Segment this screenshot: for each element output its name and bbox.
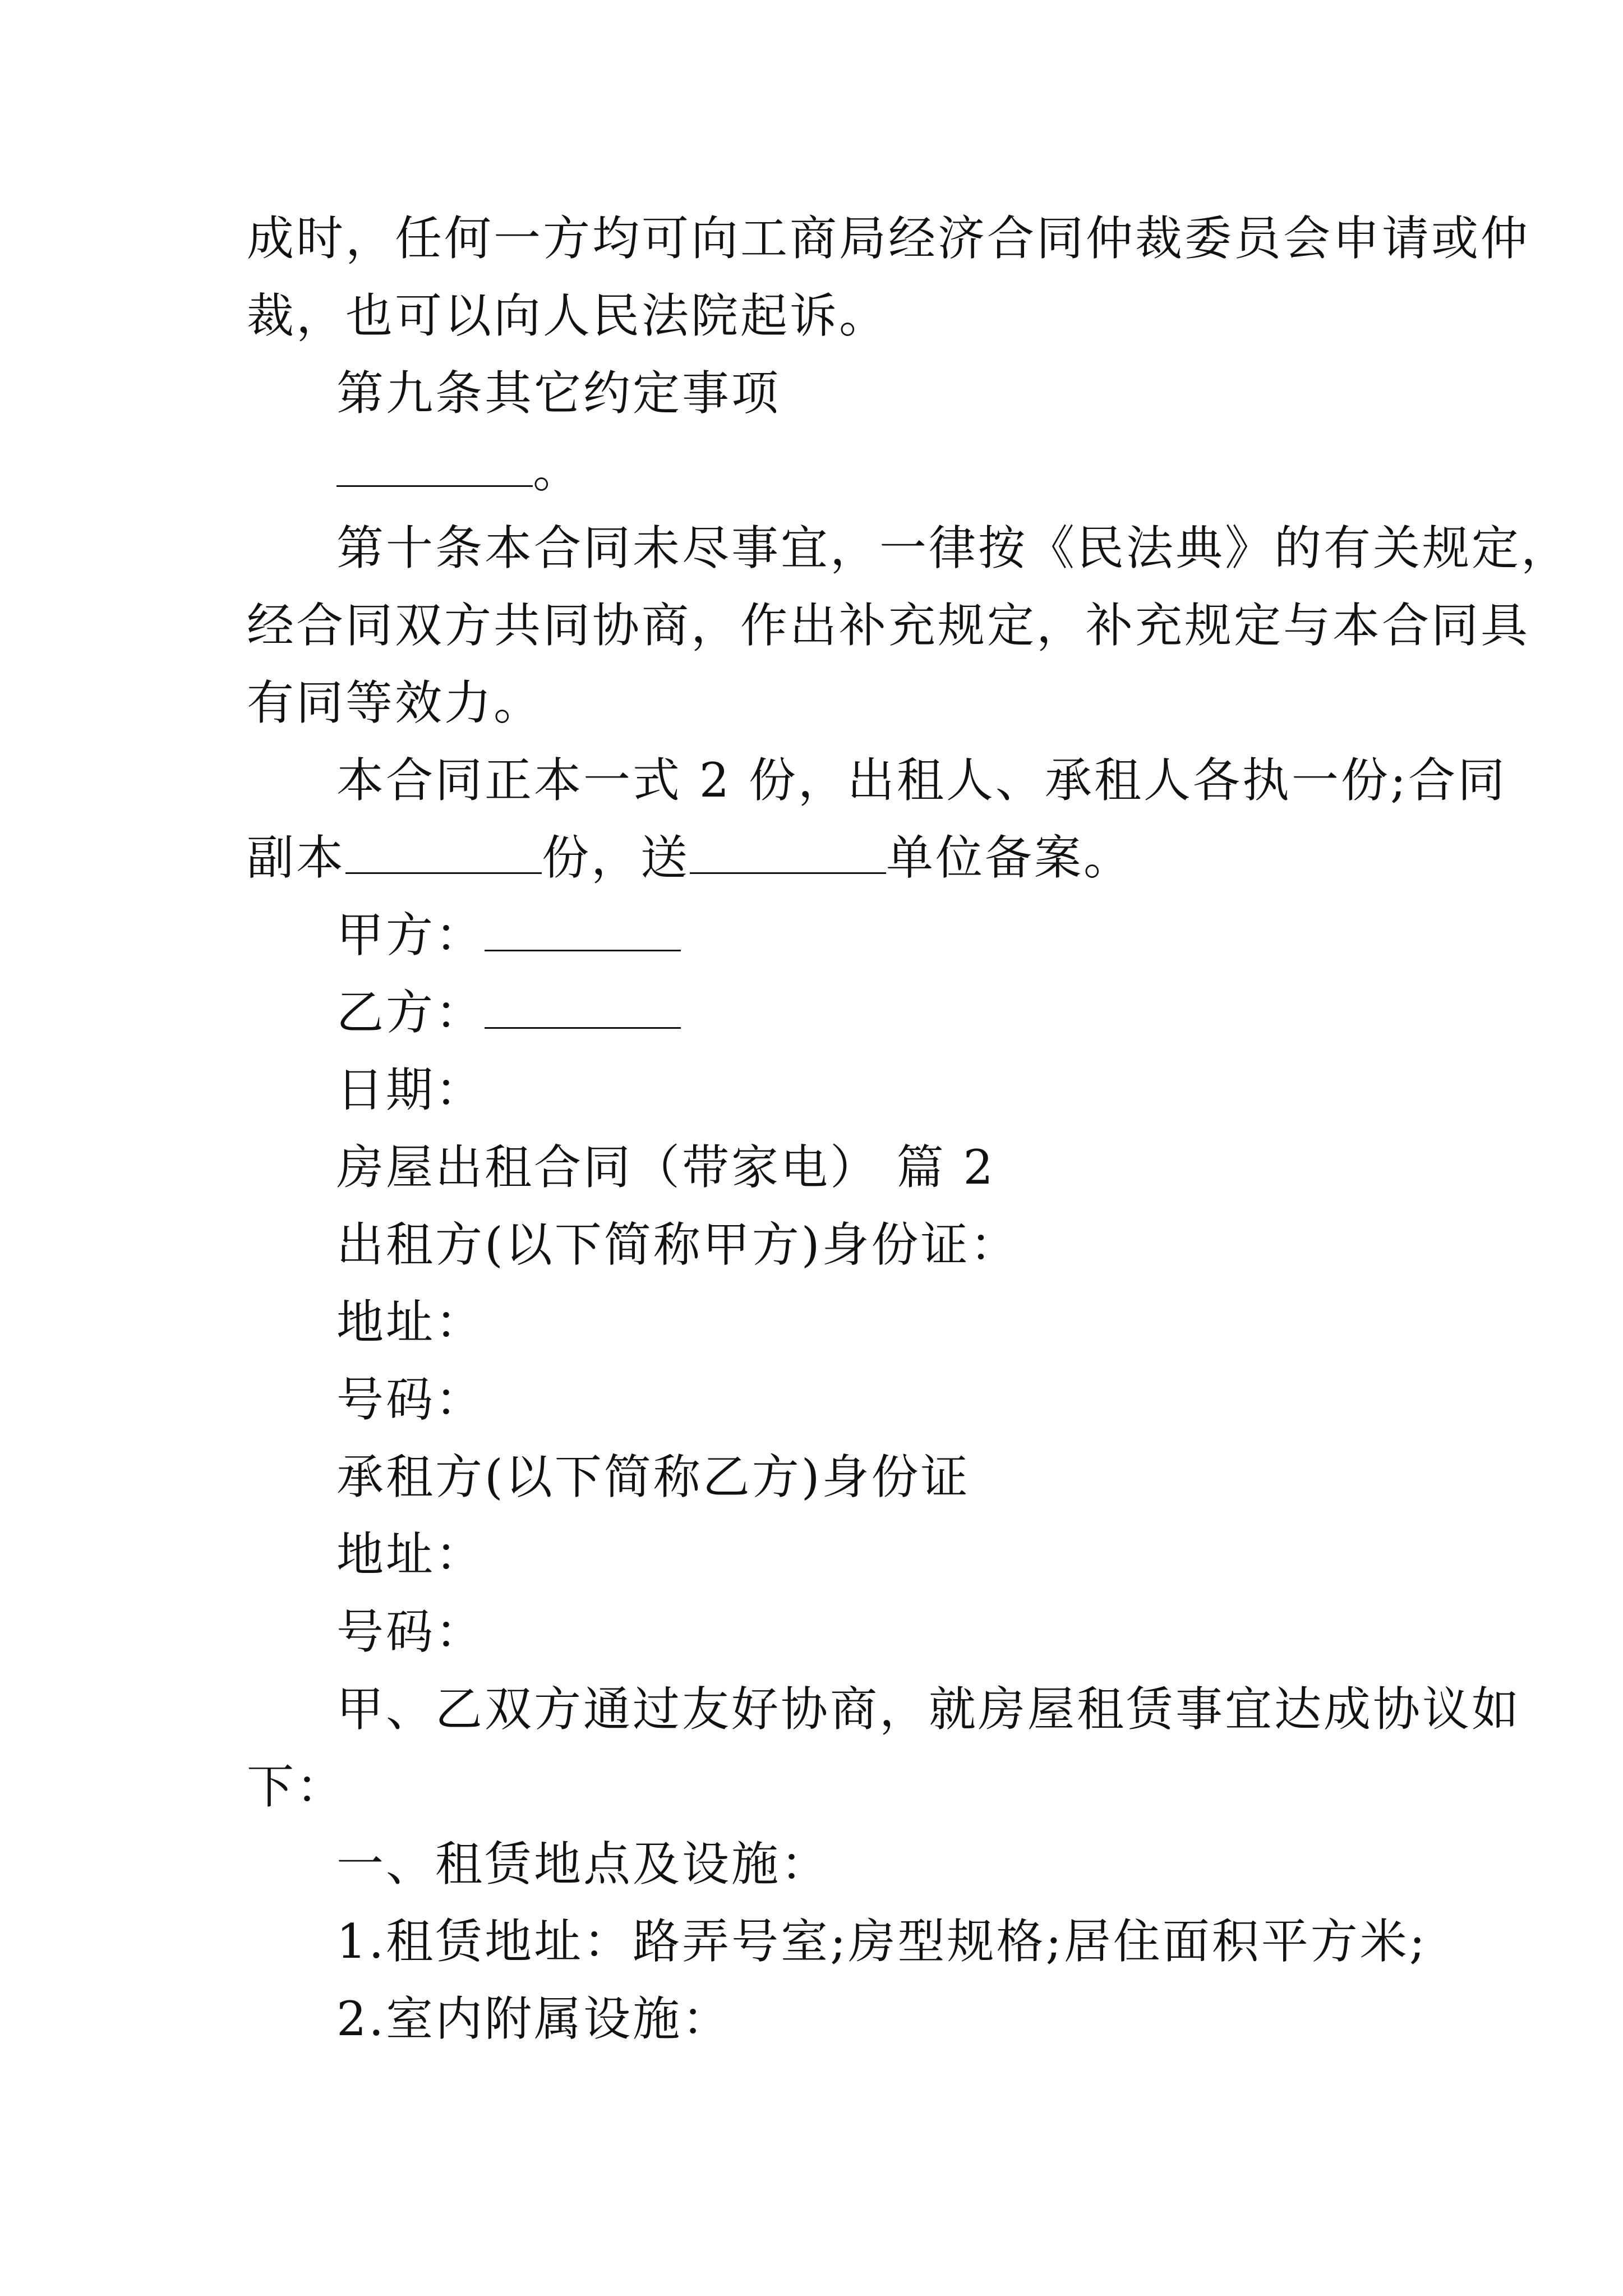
article-9-blank-line: [247, 432, 1391, 509]
article-9-title: 第九条其它约定事项: [336, 366, 781, 421]
copies-line-blanks: [247, 819, 1391, 896]
fill-in-blank: [336, 480, 533, 487]
lessee-address: 地址：: [336, 1527, 485, 1582]
article-10-line: 有同等效力。: [247, 675, 543, 730]
lessor-line: 出租方(以下简称甲方)身份证：: [336, 1217, 1020, 1272]
document-body: [247, 200, 1571, 2058]
party-b-blank: [485, 1022, 681, 1029]
party-a-blank: [485, 944, 681, 951]
paragraph-line: 裁，也可以向人民法院起诉。: [247, 288, 889, 343]
copies-text: 单位备案。: [886, 830, 1133, 885]
article-10-line: 第十条本合同未尽事宜，一律按《民法典》的有关规定，: [336, 521, 1571, 576]
blank-terminator: 。: [533, 443, 583, 498]
party-a-line: [247, 896, 1391, 974]
fill-in-blank: [345, 867, 542, 874]
lessee-line: 承租方(以下简称乙方)身份证: [336, 1450, 970, 1504]
party-a-label: 甲方：: [336, 908, 485, 963]
party-b-label: 乙方：: [336, 985, 485, 1040]
article-10-line: 经合同双方共同协商，作出补充规定，补充规定与本合同具: [247, 598, 1530, 653]
copies-line: 本合同正本一式 2 份，出租人、承租人各执一份;合同: [336, 753, 1507, 808]
item-1-2: 2.室内附属设施：: [336, 1991, 732, 2046]
paragraph-line: 成时，任何一方均可向工商局经济合同仲裁委员会申请或仲: [247, 211, 1530, 266]
section-2-title: 房屋出租合同（带家电） 篇 2: [336, 1140, 995, 1195]
lessee-number: 号码：: [336, 1604, 485, 1659]
item-1-heading: 一、租赁地点及设施：: [336, 1837, 831, 1892]
lessor-number: 号码：: [336, 1372, 485, 1427]
agreement-line: 下：: [247, 1759, 346, 1814]
lessor-address: 地址：: [336, 1295, 485, 1350]
party-b-line: [247, 974, 1391, 1051]
copies-text: 副本: [247, 830, 346, 885]
agreement-line: 甲、乙双方通过友好协商，就房屋租赁事宜达成协议如: [336, 1682, 1521, 1737]
copies-text: 份，送: [542, 830, 690, 885]
date-label: 日期：: [336, 1062, 485, 1117]
fill-in-blank: [690, 867, 886, 874]
item-1-1: 1.租赁地址：路弄号室;房型规格;居住面积平方米;: [336, 1914, 1428, 1969]
